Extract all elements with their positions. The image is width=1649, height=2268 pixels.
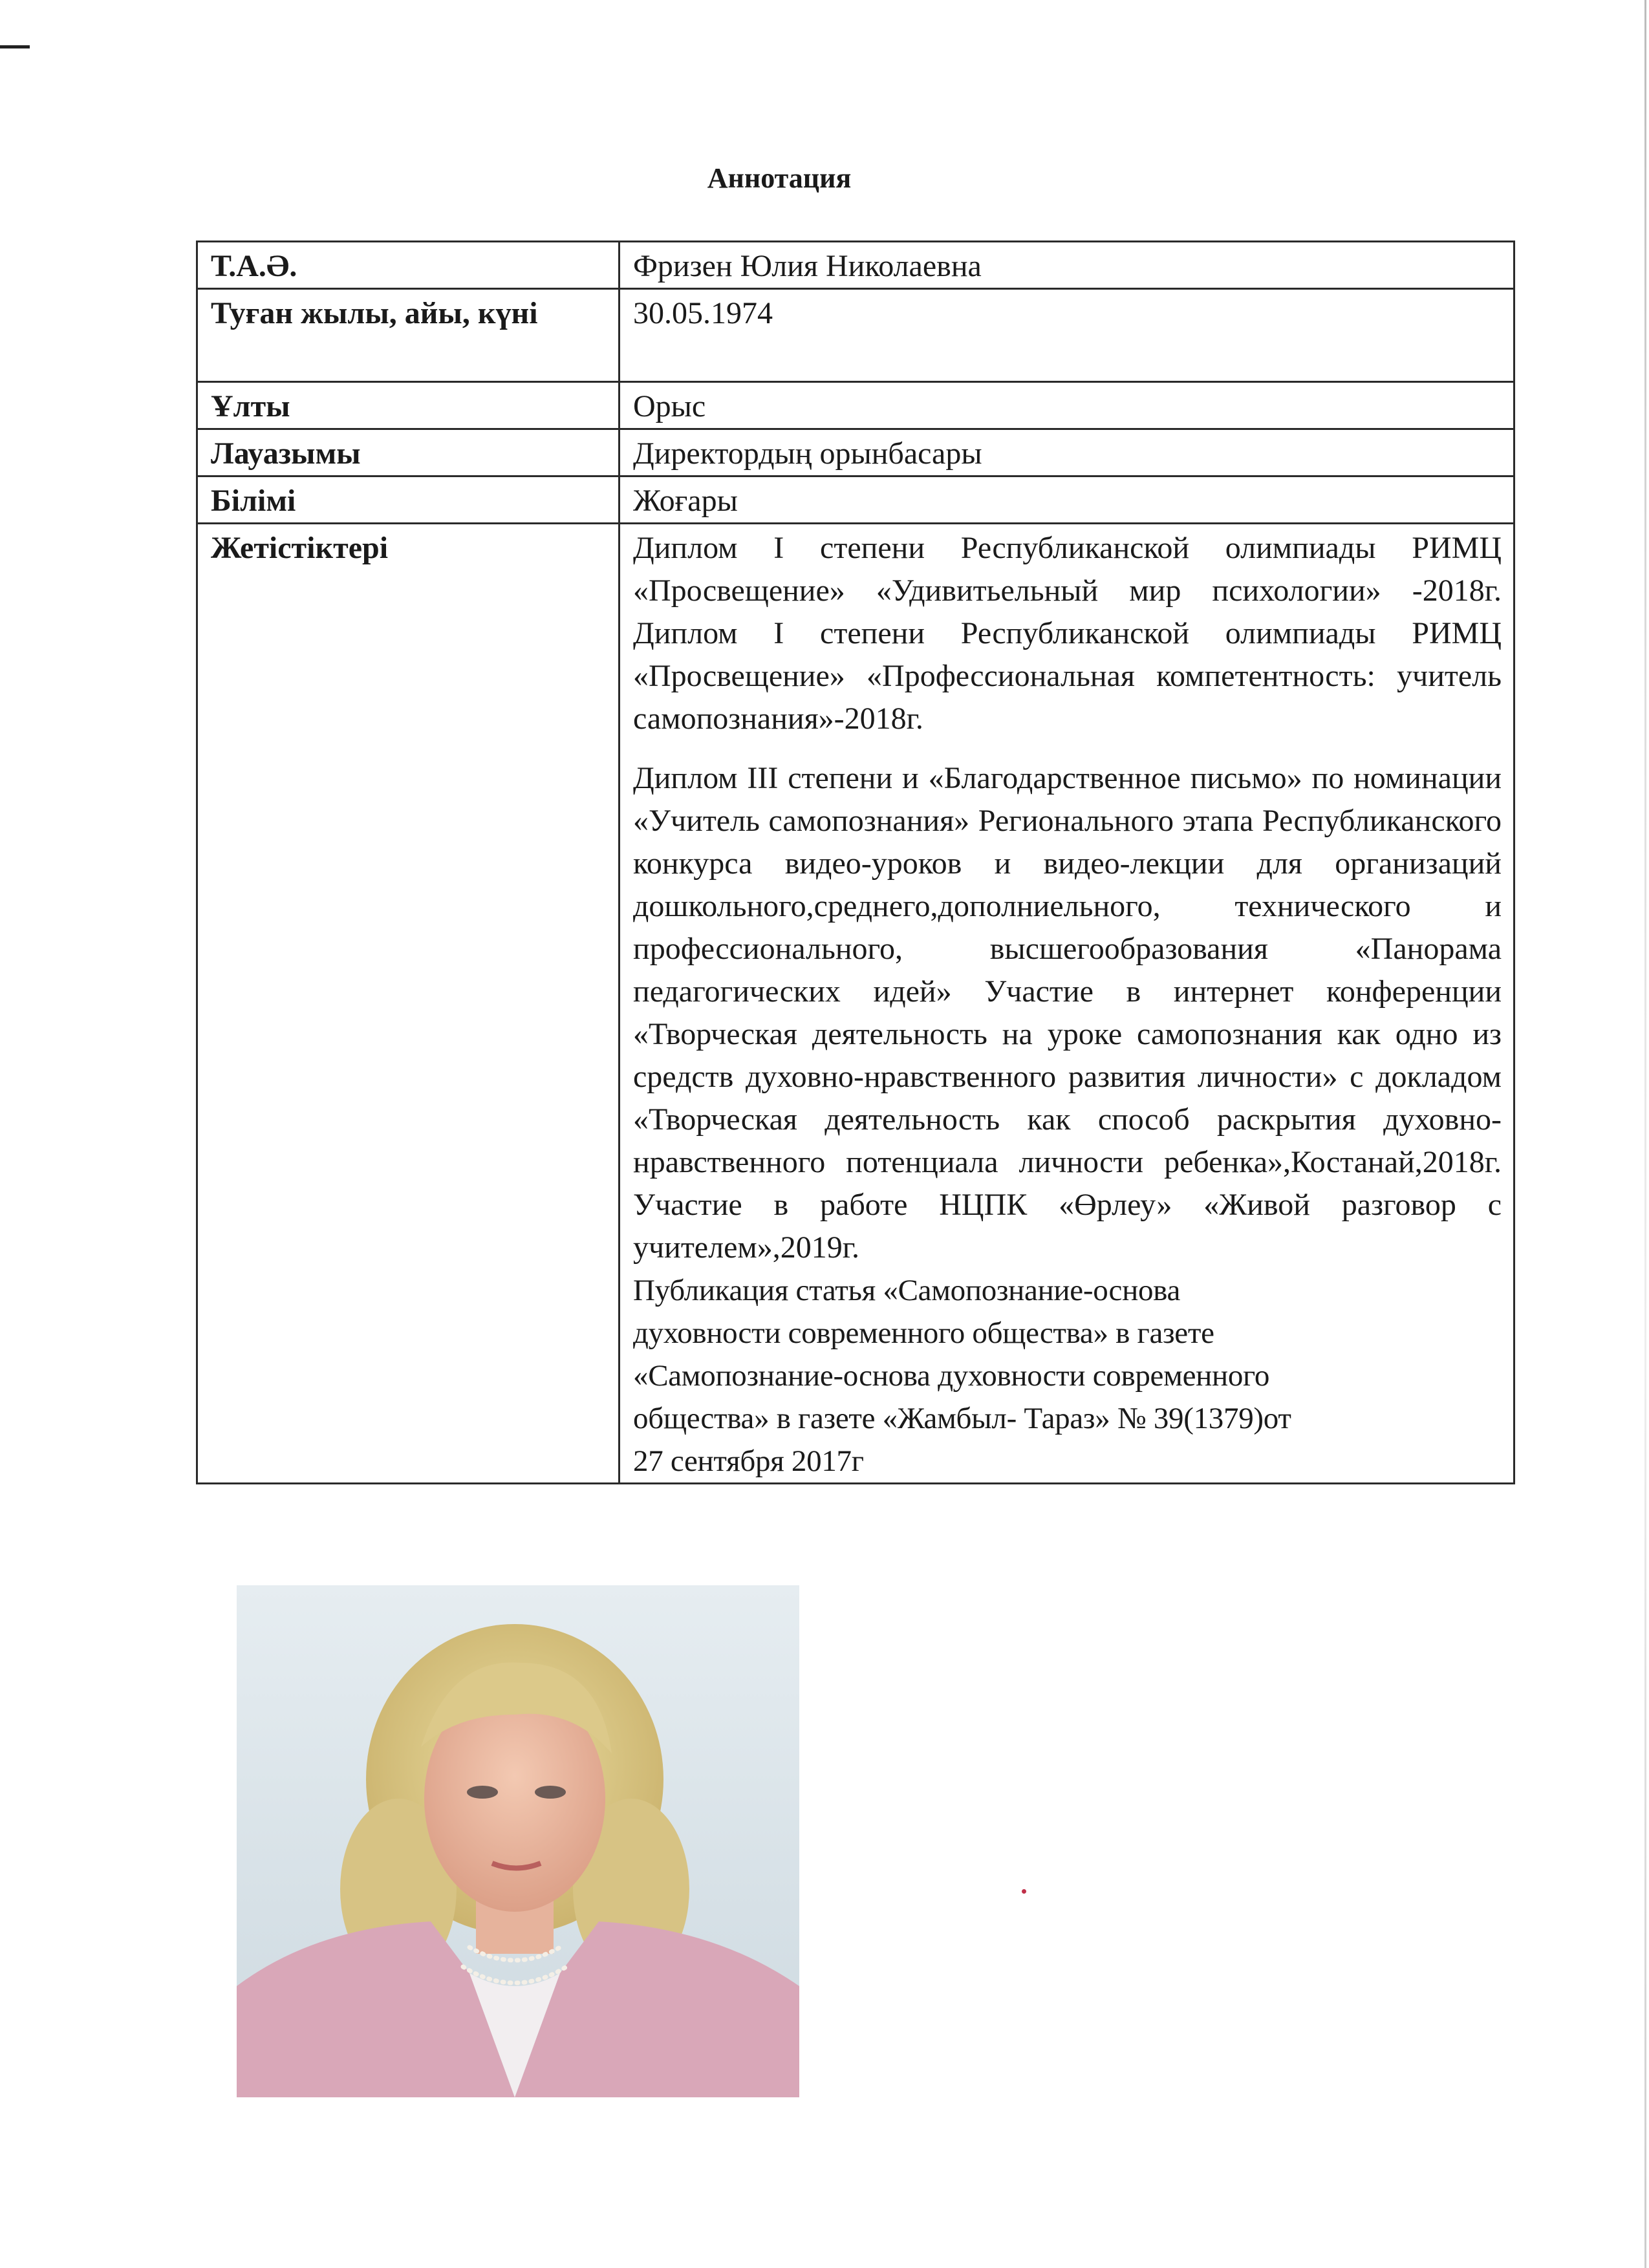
name-label: Т.А.Ә.: [197, 242, 620, 289]
achievements-value: [620, 524, 1514, 1484]
portrait-photo: [237, 1585, 799, 2097]
table-row-achievements: [197, 524, 1514, 1484]
scan-speck: [1022, 1889, 1026, 1894]
position-value: Директордың орынбасары: [620, 429, 1514, 476]
birthdate-label: Туған жылы, айы, күні: [197, 289, 620, 382]
nationality-label: Ұлты: [197, 382, 620, 429]
publication-line: «Самопознание-основа духовности современного: [633, 1359, 1270, 1393]
achievements-label: Жетістіктері: [197, 524, 620, 1484]
publication-line: общества» в газете «Жамбыл- Тараз» № 39(1379)от: [633, 1402, 1291, 1435]
name-value: Фризен Юлия Николаевна: [620, 242, 1514, 289]
annotation-table: [196, 241, 1515, 1484]
table-row-name: [197, 242, 1514, 289]
education-value: Жоғары: [620, 476, 1514, 524]
scan-edge-mark: [0, 45, 30, 48]
table-row-position: [197, 429, 1514, 476]
birthdate-value: 30.05.1974: [620, 289, 1514, 382]
achievement-paragraph: Диплом I степени Республиканской олимпиады РИМЦ «Просвещение» «Удивитьельный мир психологии» -2018г. Диплом I степени Республиканской олимпиады РИМЦ «Просвещение» «Профессиональная компетентность: учитель самопознания»-2018г.: [633, 531, 1502, 736]
publication-line: 27 сентября 2017г: [633, 1444, 864, 1478]
publication-line: Публикация статья «Самопознание-основа: [633, 1274, 1181, 1307]
table-row-birthdate: [197, 289, 1514, 382]
document-title: Аннотация: [707, 162, 852, 194]
education-label: Білімі: [197, 476, 620, 524]
portrait-illustration: [237, 1585, 799, 2097]
scan-edge-shadow: [1644, 0, 1646, 2268]
nationality-value: Орыс: [620, 382, 1514, 429]
achievement-paragraph: Диплом III степени и «Благодарственное письмо» по номинации «Учитель самопознания» Регионального этапа Республиканского конкурса видео-уроков и видео-лекции для организаций дошкольного,среднего,дополниельного, технического и профессионального, высшегообразования «Панорама педагогических идей» Участие в интернет конференции «Творческая деятельность на уроке самопознания как одно из средств духовно-нравственного развития личности» с докладом «Творческая деятельность как способ раскрытия духовно-нравственного потенциала личности ребенка»,Костанай,2018г. Участие в работе НЦПК «Өрлеу» «Живой разговор с учителем»,2019г.: [633, 761, 1502, 1265]
publication-line: духовности современного общества» в газете: [633, 1316, 1214, 1350]
table-row-education: [197, 476, 1514, 524]
position-label: Лауазымы: [197, 429, 620, 476]
table-row-nationality: [197, 382, 1514, 429]
